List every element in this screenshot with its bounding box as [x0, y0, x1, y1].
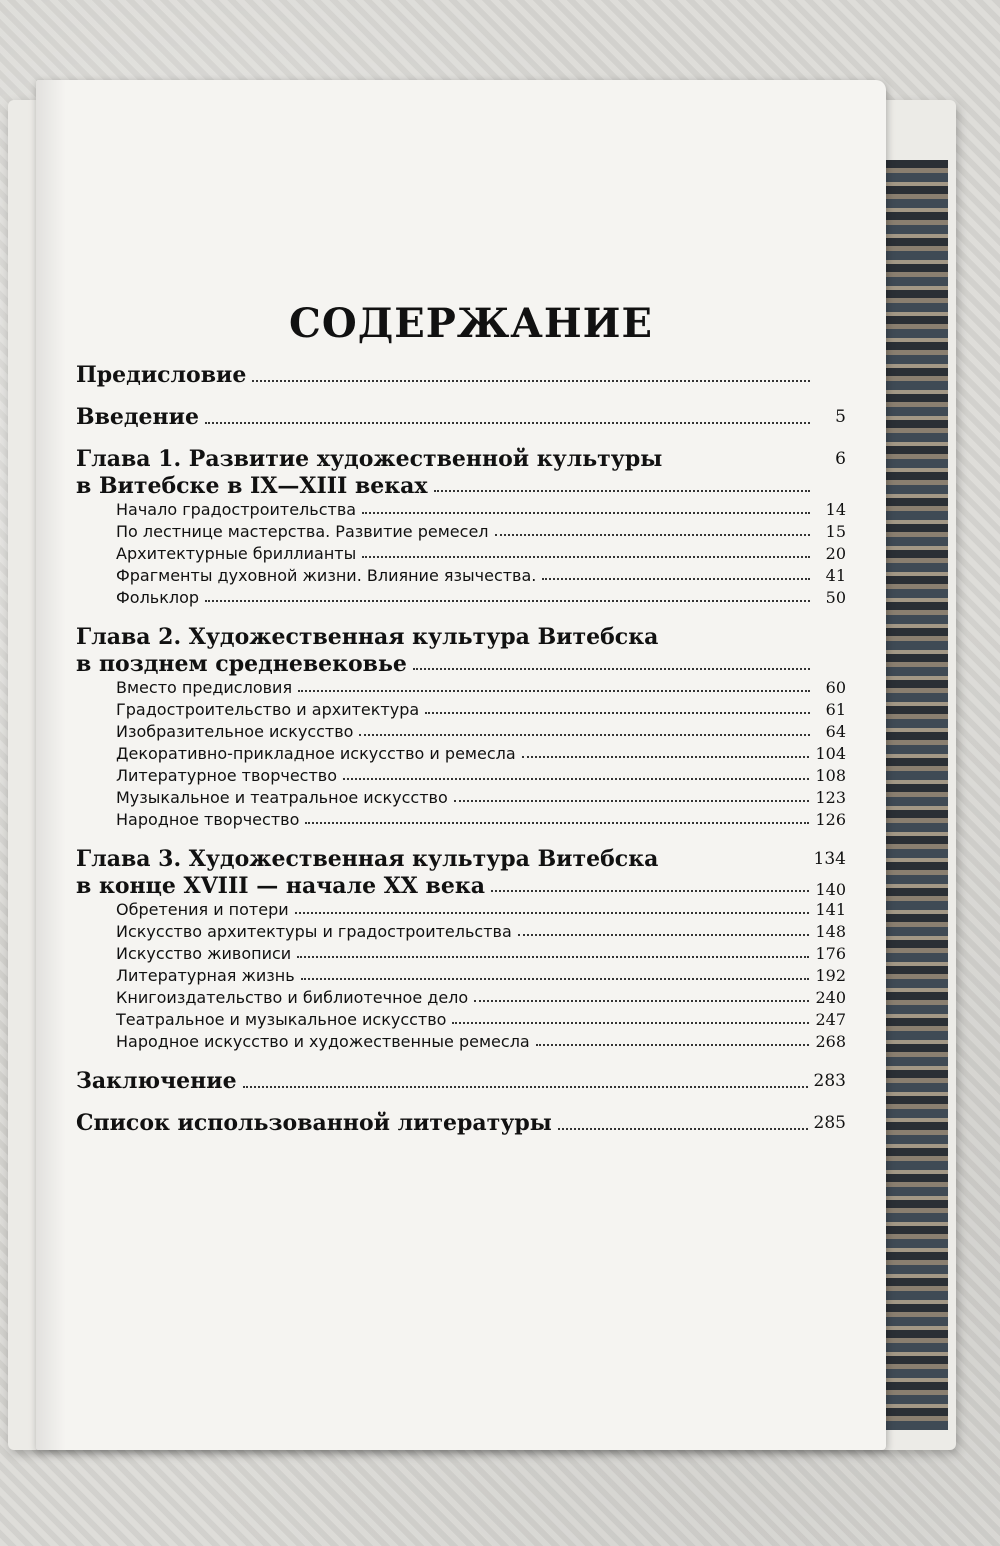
leader-dots: [536, 1044, 810, 1046]
toc-subentry: [76, 965, 846, 987]
toc-subentry-page: 192: [815, 966, 846, 985]
toc-subentry: [76, 1009, 846, 1031]
toc-subentry-page: 104: [815, 744, 846, 763]
leader-dots: [542, 578, 810, 580]
toc-subentry: [76, 765, 846, 787]
toc-entry-label: Список использованной литературы: [76, 1110, 552, 1136]
toc-subentry-page: 60: [825, 678, 846, 697]
toc-subentry-page: 176: [815, 944, 846, 963]
toc-subentry: [76, 743, 846, 765]
toc-subentry-page: 126: [815, 810, 846, 829]
toc-subentry: [76, 809, 846, 831]
toc-subentry-label: Фрагменты духовной жизни. Влияние язычества.: [116, 566, 537, 585]
toc-subentry-page: 268: [815, 1032, 846, 1051]
toc-subentry: [76, 699, 846, 721]
toc-subentry: [76, 921, 846, 943]
toc-title: СОДЕРЖАНИЕ: [289, 300, 653, 347]
leader-dots: [243, 1086, 808, 1088]
toc-subentry-page: 41: [825, 566, 846, 585]
toc-subentry: [76, 943, 846, 965]
toc-entry-page: 283: [813, 1071, 846, 1091]
toc-entry-conclusion: [76, 1067, 846, 1095]
chapter-heading-line: [76, 445, 846, 473]
toc-subentry-label: Начало градостроительства: [116, 500, 357, 519]
toc-subentry: [76, 543, 846, 565]
toc-entry-label: Заключение: [76, 1068, 237, 1094]
chapter-block: [76, 623, 846, 831]
toc-subentry-label: Обретения и потери: [116, 900, 289, 919]
toc-subentry: [76, 677, 846, 699]
table-of-contents: [76, 300, 846, 1137]
toc-subentry: [76, 565, 846, 587]
toc-entry-page: 285: [813, 1113, 846, 1133]
leader-dots: [343, 778, 809, 780]
toc-subentry: [76, 787, 846, 809]
leader-dots: [301, 978, 810, 980]
toc-subentry-page: 64: [825, 722, 846, 741]
toc-subentry-label: Архитектурные бриллианты: [116, 544, 357, 563]
chapter-block: [76, 445, 846, 609]
toc-subentry-label: Книгоиздательство и библиотечное дело: [116, 988, 469, 1007]
toc-subentry-page: 50: [825, 588, 846, 607]
toc-subentry-page: 141: [815, 900, 846, 919]
leader-dots: [434, 490, 810, 492]
leader-dots: [359, 734, 810, 736]
toc-entry-label: Предисловие: [76, 362, 247, 388]
chapter-heading-line: [76, 651, 846, 677]
leader-dots: [425, 712, 810, 714]
toc-subentry-page: 61: [825, 700, 846, 719]
toc-subentry-label: Изобразительное искусство: [116, 722, 354, 741]
leader-dots: [474, 1000, 809, 1002]
leader-dots: [305, 822, 809, 824]
toc-subentry-label: Фольклор: [116, 588, 200, 607]
toc-entry-page: 5: [835, 407, 846, 427]
toc-subentry-label: Литературная жизнь: [116, 966, 295, 985]
toc-subentry-label: Градостроительство и архитектура: [116, 700, 420, 719]
leader-dots: [413, 668, 810, 670]
toc-subentry-label: Искусство живописи: [116, 944, 292, 963]
toc-subentry-page: 20: [825, 544, 846, 563]
chapter-heading-line: [76, 623, 846, 651]
toc-subentry: [76, 721, 846, 743]
leader-dots: [297, 956, 809, 958]
toc-subentry-label: Литературное творчество: [116, 766, 338, 785]
toc-subentry-label: Народное искусство и художественные ремесла: [116, 1032, 530, 1051]
toc-subentry-label: Декоративно-прикладное искусство и ремесла: [116, 744, 516, 763]
leader-dots: [205, 600, 810, 602]
chapter-subtitle: в Витебске в IX—XIII веках: [76, 473, 428, 499]
toc-subentry: [76, 521, 846, 543]
leader-dots: [295, 912, 810, 914]
toc-subentry-page: 14: [825, 500, 846, 519]
toc-subentry: [76, 499, 846, 521]
leader-dots: [362, 512, 810, 514]
toc-subentry-page: 247: [815, 1010, 846, 1029]
leader-dots: [558, 1128, 808, 1130]
leader-dots: [522, 756, 810, 758]
chapter-page: 140: [815, 880, 846, 899]
chapter-title: Глава 2. Художественная культура Витебска: [76, 624, 659, 650]
chapter-block: [76, 845, 846, 1053]
chapter-title: Глава 3. Художественная культура Витебска: [76, 846, 659, 872]
toc-subentry-page: 108: [815, 766, 846, 785]
chapter-heading-line: [76, 845, 846, 873]
leader-dots: [298, 690, 810, 692]
toc-subentry: [76, 899, 846, 921]
page-gutter-shadow: [36, 80, 66, 1450]
leader-dots: [205, 422, 810, 424]
leader-dots: [362, 556, 810, 558]
chapter-subtitle: в конце XVIII — начале XX века: [76, 873, 485, 899]
toc-entry-bibliography: [76, 1109, 846, 1137]
chapter-subtitle: в позднем средневековье: [76, 651, 407, 677]
chapter-page: 6: [835, 449, 846, 469]
toc-subentry-label: Народное творчество: [116, 810, 300, 829]
leader-dots: [452, 1022, 809, 1024]
toc-subentry-page: 123: [815, 788, 846, 807]
toc-subentry-label: Музыкальное и театральное искусство: [116, 788, 448, 807]
toc-subentry-page: 148: [815, 922, 846, 941]
toc-subentry: [76, 987, 846, 1009]
toc-subentry-page: 15: [825, 522, 846, 541]
leader-dots: [454, 800, 810, 802]
leader-dots: [495, 534, 810, 536]
chapter-heading-line: [76, 473, 846, 499]
leader-dots: [252, 380, 810, 382]
toc-subentry-label: Искусство архитектуры и градостроительства: [116, 922, 512, 941]
chapter-page: 134: [813, 849, 846, 869]
toc-subentry-label: По лестнице мастерства. Развитие ремесел: [116, 522, 489, 541]
toc-subentry-label: Вместо предисловия: [116, 678, 293, 697]
toc-subentry: [76, 587, 846, 609]
chapter-heading-line: [76, 873, 846, 899]
leader-dots: [518, 934, 810, 936]
chapter-title: Глава 1. Развитие художественной культуры: [76, 446, 663, 472]
toc-subentry: [76, 1031, 846, 1053]
toc-subentry-page: 240: [815, 988, 846, 1007]
toc-entry-label: Введение: [76, 404, 199, 430]
leader-dots: [491, 890, 809, 892]
toc-entry-preface: [76, 361, 846, 389]
chapters-list: [76, 445, 846, 1053]
toc-subentry-label: Театральное и музыкальное искусство: [116, 1010, 447, 1029]
toc-entry-introduction: [76, 403, 846, 431]
